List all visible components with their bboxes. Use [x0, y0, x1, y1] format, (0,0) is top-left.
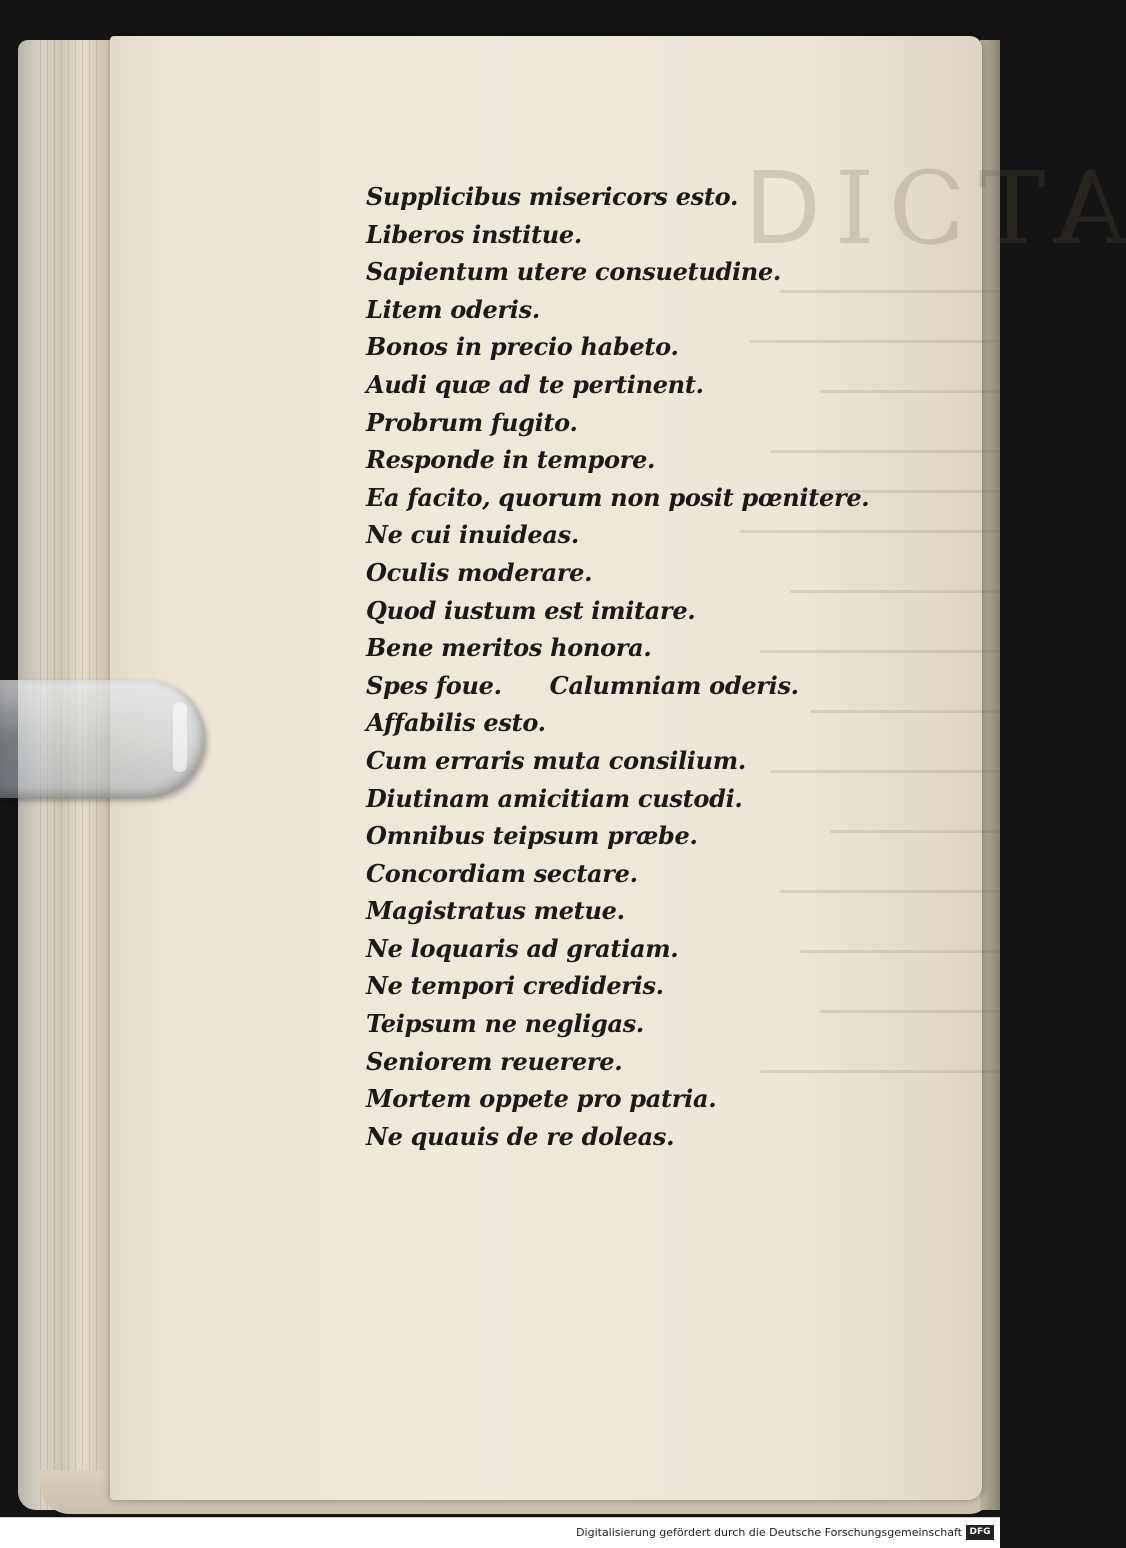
funding-credit: Digitalisierung gefördert durch die Deutsche Forschungsgemeinschaft [576, 1526, 962, 1539]
text-line: Bonos in precio habeto. [366, 332, 679, 362]
maxims-text-block [366, 178, 870, 1155]
text-line: Ne quauis de re doleas. [366, 1121, 675, 1151]
text-line: Teipsum ne negligas. [366, 1009, 644, 1039]
text-line: Sapientum utere consuetudine. [366, 257, 781, 287]
text-line: Audi quæ ad te pertinent. [366, 369, 704, 399]
text-line: Oculis moderare. [366, 557, 593, 587]
text-line: Ea facito, quorum non posit pœnitere. [366, 482, 870, 512]
text-line: Cum erraris muta consilium. [366, 745, 746, 775]
text-line: Seniorem reuerere. [366, 1046, 623, 1076]
ghost-heading: ATƆIᗡ [730, 150, 1126, 267]
right-page-edge [980, 40, 1000, 1510]
text-line: Omnibus teipsum præbe. [366, 821, 698, 851]
text-line: Ne tempori credideris. [366, 971, 664, 1001]
text-line: Supplicibus misericors esto. [366, 182, 739, 211]
text-line: Responde in tempore. [366, 445, 656, 475]
text-line: Affabilis esto. [366, 708, 546, 738]
split-line-right: Calumniam oderis. [549, 670, 799, 700]
footer-bar [0, 1517, 1000, 1548]
text-line: Concordiam sectare. [366, 858, 638, 888]
text-line: Ne cui inuideas. [366, 520, 579, 550]
text-line: Probrum fugito. [366, 407, 578, 437]
text-line: Magistratus metue. [366, 896, 625, 926]
text-line: Mortem oppete pro patria. [366, 1084, 717, 1114]
text-line: Liberos institue. [366, 219, 582, 249]
text-line: Litem oderis. [366, 294, 540, 324]
split-text-line [366, 667, 836, 705]
text-line: Ne loquaris ad gratiam. [366, 933, 679, 963]
dfg-logo-icon: DFG [966, 1525, 994, 1540]
plastic-page-clip [0, 680, 205, 798]
text-line: Diutinam amicitiam custodi. [366, 783, 743, 813]
text-line: Bene meritos honora. [366, 633, 652, 663]
split-line-left: Spes foue. [366, 670, 502, 700]
text-line: Quod iustum est imitare. [366, 595, 696, 625]
